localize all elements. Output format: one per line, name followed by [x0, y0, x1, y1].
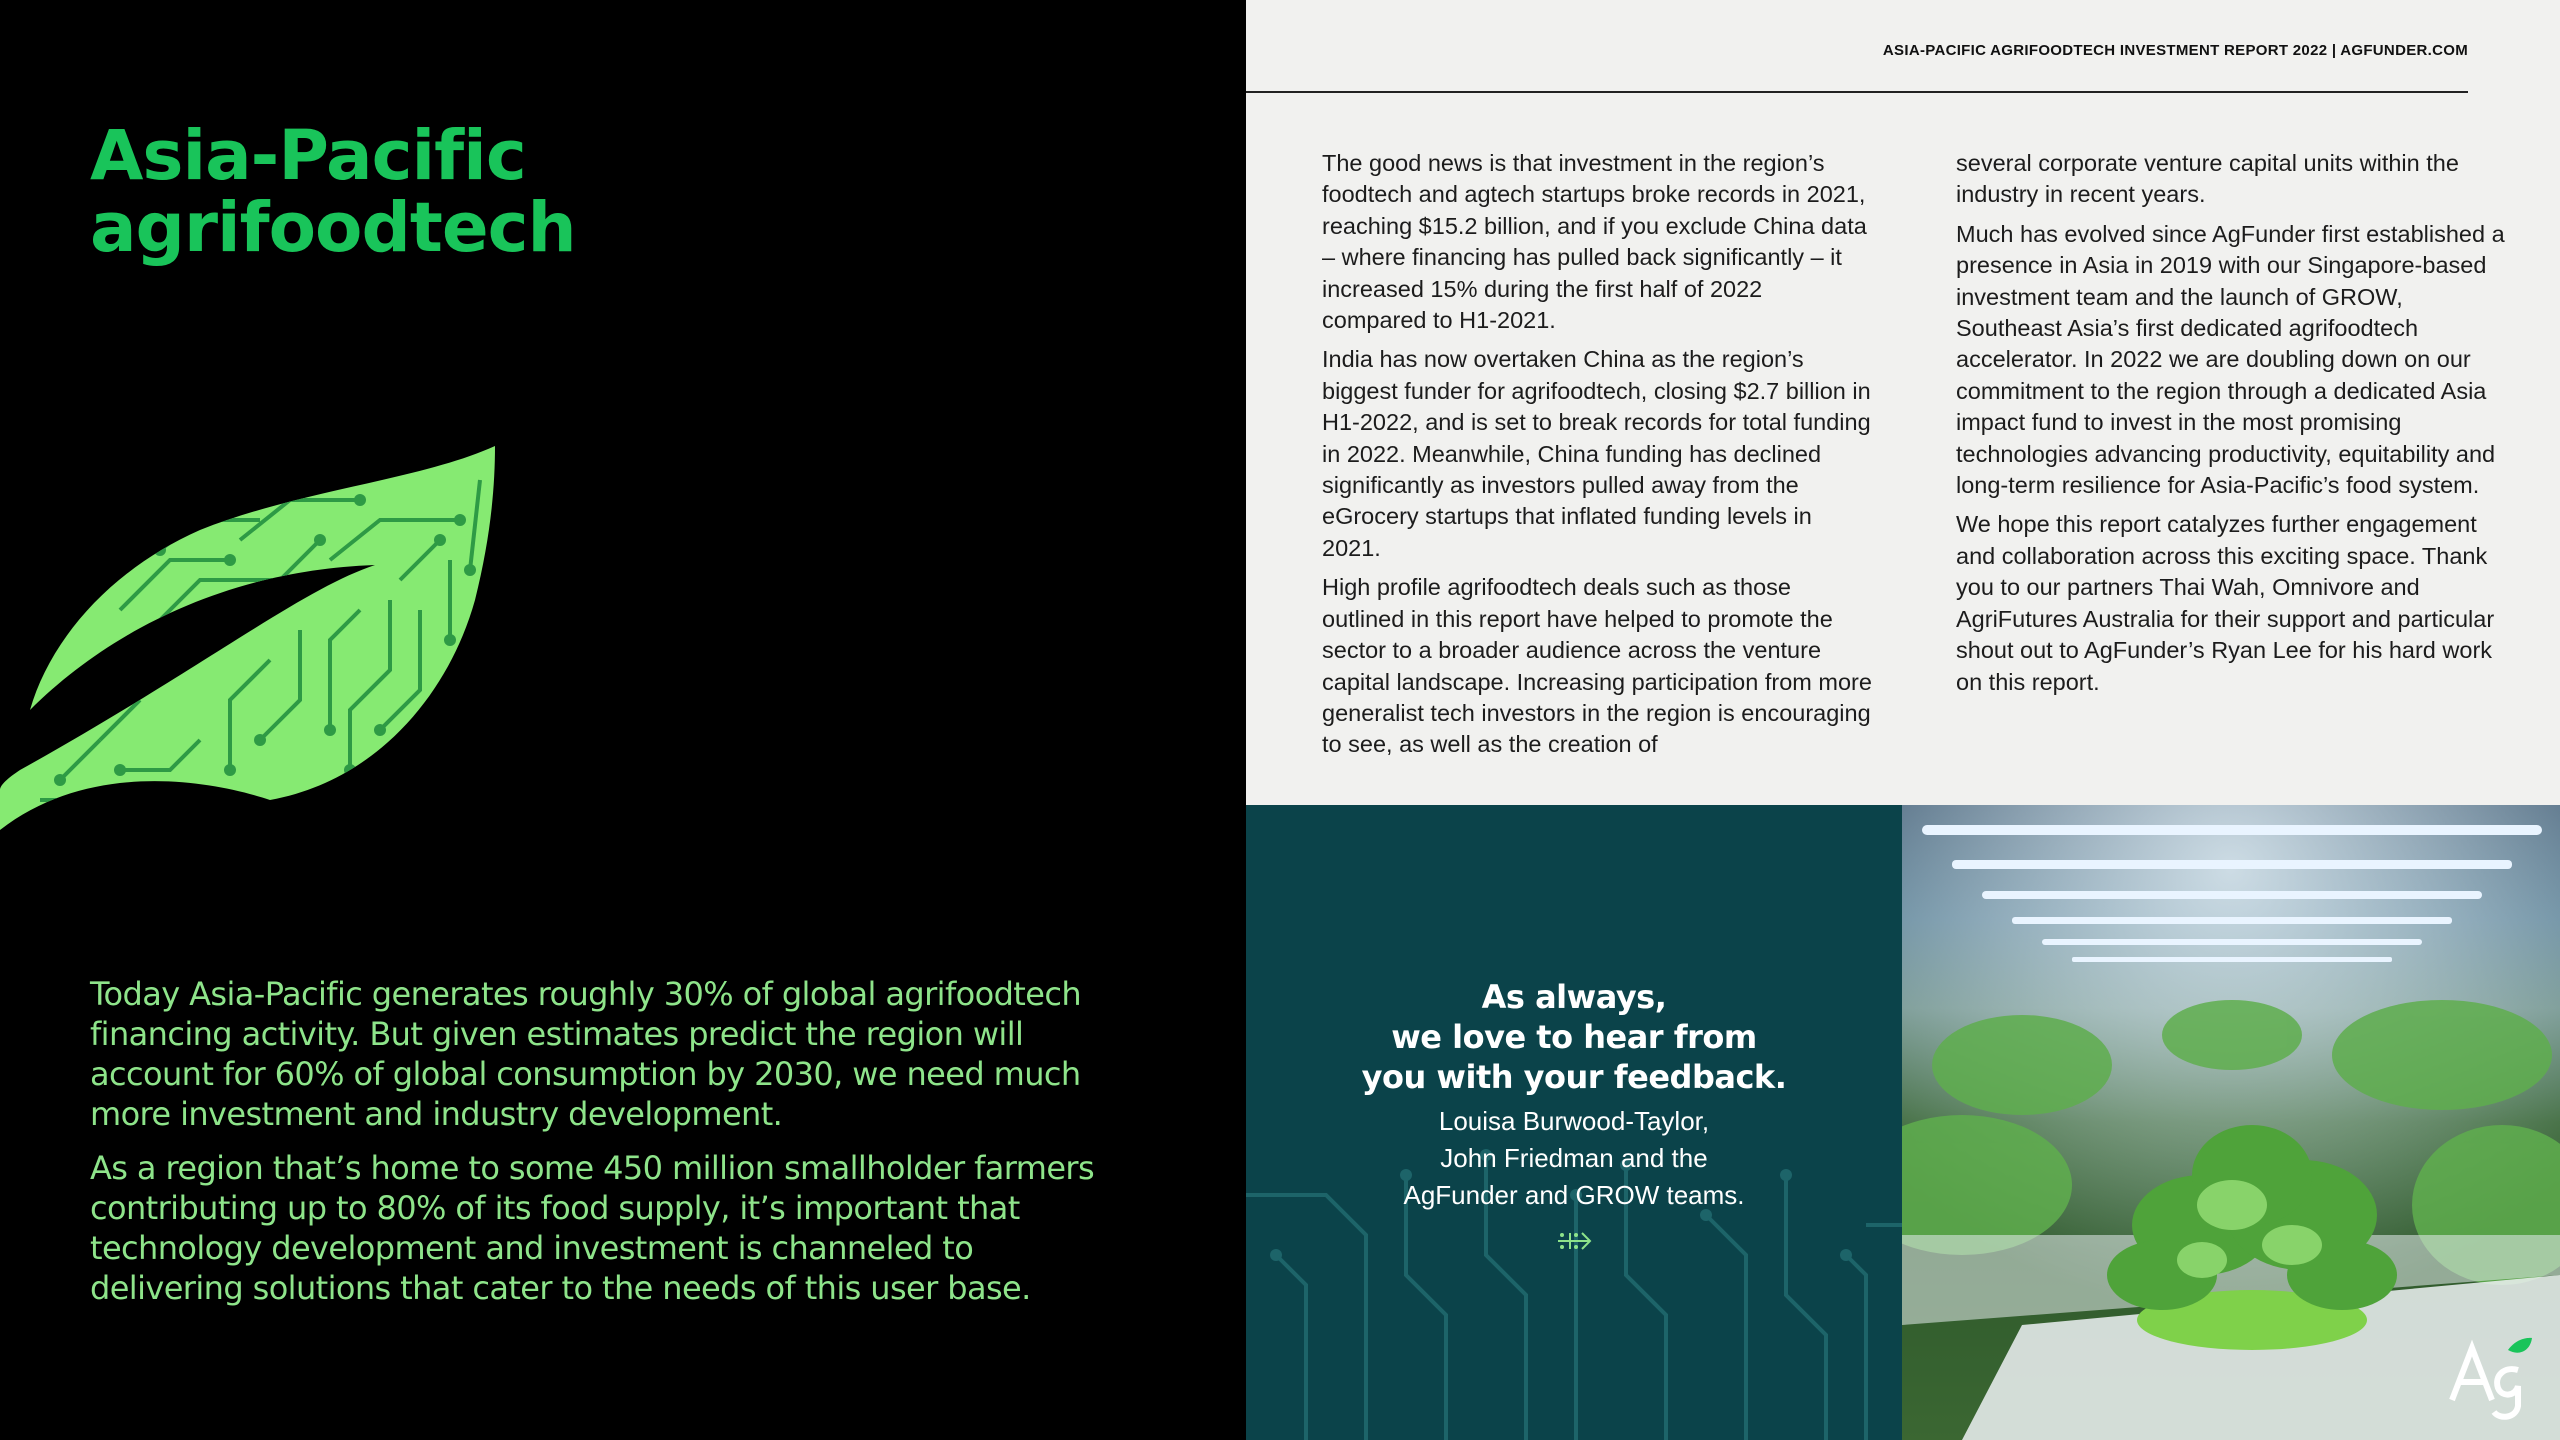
feedback-quote — [1246, 977, 1902, 1097]
circuit-arrow-icon — [1556, 1229, 1596, 1253]
agfunder-logo-icon — [2444, 1330, 2534, 1420]
circuit-leaf-icon — [0, 440, 500, 840]
quote-line: As always, — [1481, 978, 1667, 1016]
title-line-2: agrifoodtech — [90, 188, 576, 268]
vertical-farm-photo — [1902, 805, 2560, 1440]
column-paragraph: High profile agrifoodtech deals such as those outlined in this report have helped to promote the sector to a broader audience across the venture capital landscape. Increasing participation from more generalist tech investors in the region is encouraging to see, as well as the creation of — [1322, 574, 1872, 758]
column-paragraph: Much has evolved since AgFunder first established a presence in Asia in 2019 with our Singapore-based investment team and the launch of GROW, Southeast Asia’s first dedicated agrifoodtech accelerator. In 2022 we are doubling down on our commitment to the region through a dedicated Asia impact fund to invest in the most promising technologies advancing productivity, equitability and long-term resilience for Asia-Pacific’s food system. — [1956, 220, 2505, 499]
signature-line: AgFunder and GROW teams. — [1403, 1180, 1745, 1210]
feedback-quote-panel — [1246, 805, 1902, 1440]
quote-line: you with your feedback. — [1361, 1058, 1787, 1096]
title-line-1: Asia-Pacific — [90, 116, 526, 196]
text-column-1 — [1322, 148, 1872, 769]
text-column-2 — [1956, 148, 2506, 706]
quote-line: we love to hear from — [1391, 1018, 1757, 1056]
header-divider — [1246, 91, 2468, 93]
page-title — [90, 116, 576, 268]
intro-paragraph-2: As a region that’s home to some 450 million smallholder farmers contributing up to 80% of its food supply, it’s important that technology development and investment is channeled to delivering solutions that cater to the needs of this user base. — [90, 1149, 1095, 1307]
signature-line: Louisa Burwood-Taylor, — [1438, 1106, 1710, 1136]
column-paragraph: We hope this report catalyzes further engagement and collaboration across this exciting space. Thank you to our partners Thai Wah, Omnivore and AgriFutures Australia for their support and particular shout out to AgFunder’s Ryan Lee for his hard work on this report. — [1956, 511, 2495, 695]
intro-text — [90, 974, 1130, 1322]
right-page — [1246, 0, 2560, 805]
column-paragraph: India has now overtaken China as the region’s biggest funder for agrifoodtech, closing $2.7 billion in H1-2022, and is set to break records for total funding in 2022. Meanwhile, China funding has declined significantly as investors pulled away from the eGrocery startups that inflated funding levels in 2021. — [1322, 346, 1871, 561]
column-paragraph: several corporate venture capital units within the industry in recent years. — [1956, 150, 2459, 208]
signature-line: John Friedman and the — [1440, 1143, 1708, 1173]
running-header: ASIA-PACIFIC AGRIFOODTECH INVESTMENT REPORT 2022 | AGFUNDER.COM — [1882, 42, 2468, 59]
column-paragraph: The good news is that investment in the region’s foodtech and agtech startups broke records in 2021, reaching $15.2 billion, and if you exclude China data – where financing has pulled back significantly – it increased 15% during the first half of 2022 compared to H1-2021. — [1322, 150, 1867, 334]
quote-signature — [1246, 1103, 1902, 1214]
intro-paragraph-1: Today Asia-Pacific generates roughly 30% of global agrifoodtech financing activity. But given estimates predict the region will account for 60% of global consumption by 2030, we need much more investment and industry development. — [90, 975, 1082, 1133]
left-panel — [0, 0, 1246, 1440]
